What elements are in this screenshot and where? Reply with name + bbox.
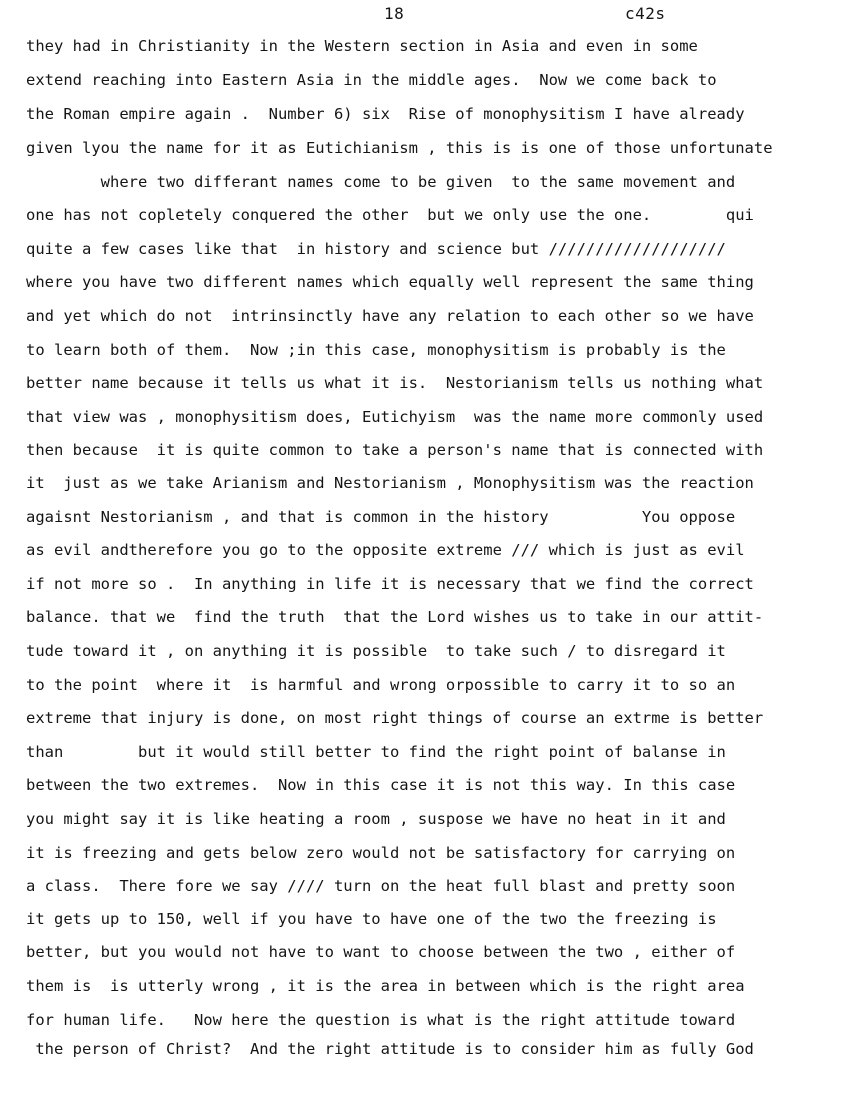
text-line: to the point where it is harmful and wrong orpossible to carry it to so an (26, 676, 736, 694)
text-line: the person of Christ? And the right attitude is to consider him as fully God (26, 1040, 754, 1058)
text-line: as evil andtherefore you go to the opposite extreme /// which is just as evil (26, 541, 745, 559)
text-line: to learn both of them. Now ;in this case, monophysitism is probably is the (26, 341, 726, 359)
text-line: the Roman empire again . Number 6) six Rise of monophysitism I have already (26, 105, 745, 123)
text-line: quite a few cases like that in history and science but /////////////////// (26, 240, 726, 258)
text-line: than but it would still better to find the right point of balanse in (26, 743, 726, 761)
text-line: it is freezing and gets below zero would not be satisfactory for carrying on (26, 844, 736, 862)
text-line: that view was , monophysitism does, Eutichyism was the name more commonly used (26, 408, 764, 426)
text-line: between the two extremes. Now in this case it is not this way. In this case (26, 776, 736, 794)
text-line: where you have two different names which equally well represent the same thing (26, 273, 754, 291)
text-line: for human life. Now here the question is what is the right attitude toward (26, 1011, 736, 1029)
text-line: tude toward it , on anything it is possible to take such / to disregard it (26, 642, 726, 660)
text-line: better, but you would not have to want to choose between the two , either of (26, 943, 736, 961)
text-line: if not more so . In anything in life it is necessary that we find the correct (26, 575, 754, 593)
page-number: 18 (384, 4, 405, 23)
text-line: balance. that we find the truth that the Lord wishes us to take in our attit- (26, 608, 764, 626)
text-line: it just as we take Arianism and Nestorianism , Monophysitism was the reaction (26, 474, 754, 492)
text-line: then because it is quite common to take a person's name that is connected with (26, 441, 764, 459)
text-line: one has not copletely conquered the other but we only use the one. qui (26, 206, 754, 224)
text-line: they had in Christianity in the Western section in Asia and even in some (26, 37, 698, 55)
text-line: better name because it tells us what it is. Nestorianism tells us nothing what (26, 374, 764, 392)
text-line: it gets up to 150, well if you have to have one of the two the freezing is (26, 910, 717, 928)
text-line: extreme that injury is done, on most right things of course an extrme is better (26, 709, 764, 727)
text-line: you might say it is like heating a room , suspose we have no heat in it and (26, 810, 726, 828)
text-line: where two differant names come to be given to the same movement and (26, 173, 736, 191)
text-line: extend reaching into Eastern Asia in the middle ages. Now we come back to (26, 71, 717, 89)
text-line: agaisnt Nestorianism , and that is common in the history You oppose (26, 508, 736, 526)
text-line: a class. There fore we say //// turn on the heat full blast and pretty soon (26, 877, 736, 895)
text-line: given lyou the name for it as Eutichianism , this is is one of those unfortunate (26, 139, 773, 157)
text-line: and yet which do not intrinsinctly have any relation to each other so we have (26, 307, 754, 325)
text-line: them is is utterly wrong , it is the area in between which is the right area (26, 977, 745, 995)
document-code: c42s (625, 4, 666, 23)
